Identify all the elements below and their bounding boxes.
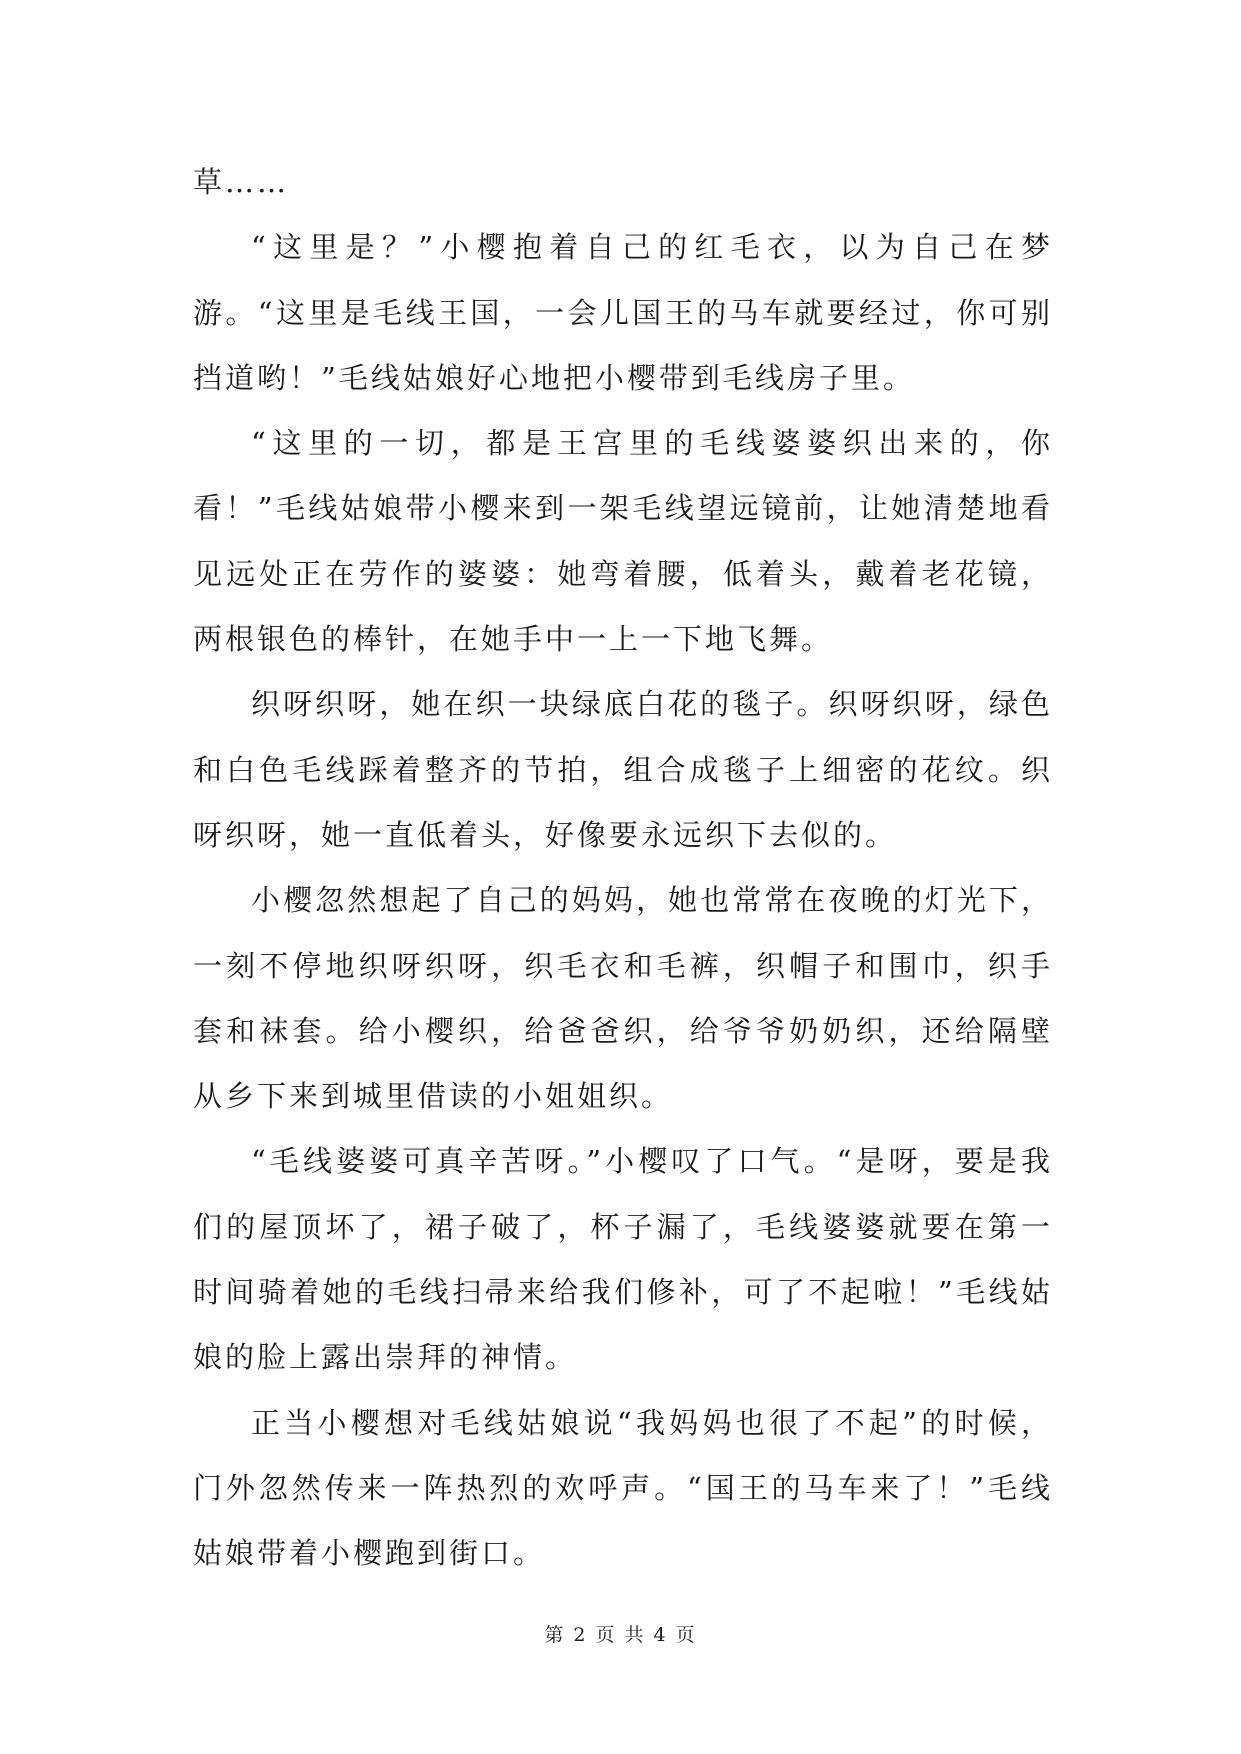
paragraph: “这里的一切，都是王宫里的毛线婆婆织出来的，你看！”毛线姑娘带小樱来到一架毛线望远镜前，让她清楚地看见远处正在劳作的婆婆：她弯着腰，低着头，戴着老花镜，两根银色的棒针，在她手中一上一下地飞舞。 xyxy=(193,426,1053,657)
paragraph: “这里是？”小樱抱着自己的红毛衣，以为自己在梦游。“这里是毛线王国，一会儿国王的马车就要经过，你可别挡道哟！”毛线姑娘好心地把小樱带到毛线房子里。 xyxy=(193,230,1053,395)
document-body xyxy=(193,150,1053,1587)
paragraph: “毛线婆婆可真辛苦呀。”小樱叹了口气。“是呀，要是我们的屋顶坏了，裙子破了，杯子漏了，毛线婆婆就要在第一时间骑着她的毛线扫帚来给我们修补，可了不起啦！”毛线姑娘的脸上露出崇拜的神情。 xyxy=(193,1144,1053,1375)
page-number-footer: 第 2 页 共 4 页 xyxy=(544,1624,697,1646)
paragraph: 草…… xyxy=(193,165,290,199)
paragraph: 织呀织呀，她在织一块绿底白花的毯子。织呀织呀，绿色和白色毛线踩着整齐的节拍，组合成毯子上细密的花纹。织呀织呀，她一直低着头，好像要永远织下去似的。 xyxy=(193,687,1053,852)
paragraph: 小樱忽然想起了自己的妈妈，她也常常在夜晚的灯光下，一刻不停地织呀织呀，织毛衣和毛裤，织帽子和围巾，织手套和袜套。给小樱织，给爸爸织，给爷爷奶奶织，还给隔壁从乡下来到城里借读的小姐姐织。 xyxy=(193,883,1053,1114)
paragraph: 正当小樱想对毛线姑娘说“我妈妈也很了不起”的时候，门外忽然传来一阵热烈的欢呼声。“国王的马车来了！”毛线姑娘带着小樱跑到街口。 xyxy=(193,1405,1053,1571)
